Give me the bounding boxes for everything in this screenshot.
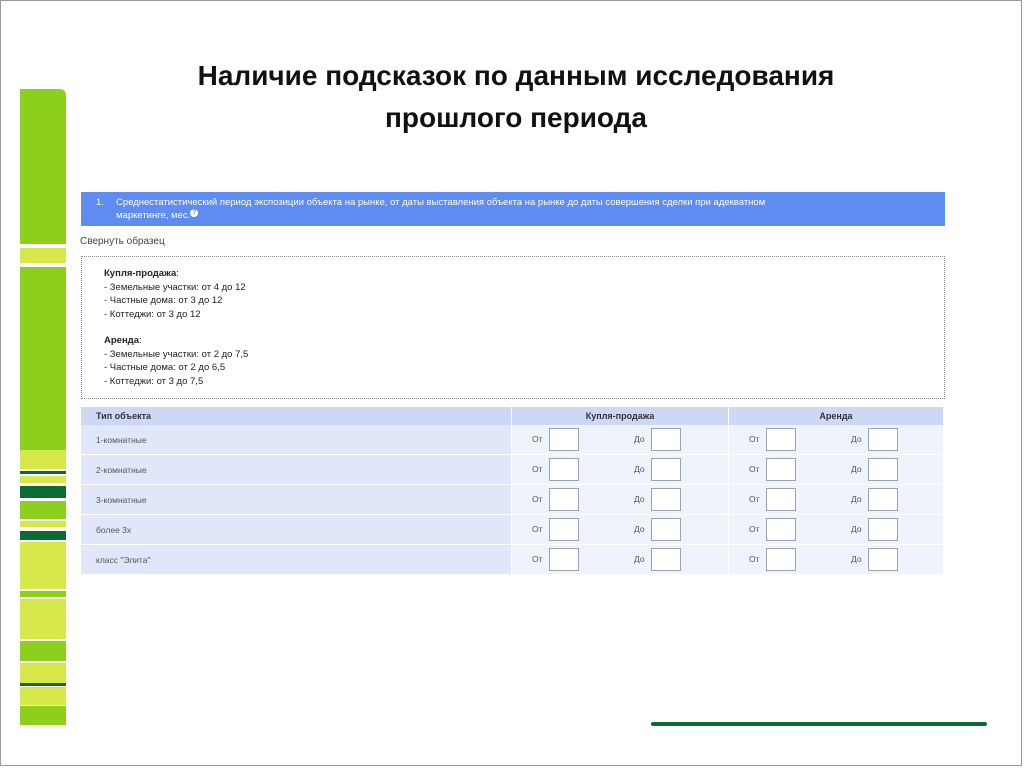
sale-to-input[interactable]: [651, 458, 681, 481]
sample-line: - Земельные участки: от 2 до 7,5: [104, 348, 249, 360]
sale-to-label: До: [634, 524, 645, 534]
sale-to-input[interactable]: [651, 488, 681, 511]
sample-line: - Коттеджи: от 3 до 12: [104, 308, 201, 320]
rent-to-input[interactable]: [868, 488, 898, 511]
help-icon[interactable]: ?: [192, 209, 197, 216]
sale-to-input[interactable]: [651, 518, 681, 541]
row-label: 1-комнатные: [81, 425, 512, 455]
rent-from-label: От: [749, 554, 760, 564]
column-header-rent: Аренда: [729, 407, 944, 425]
sale-to-label: До: [634, 494, 645, 504]
question-text-line1: Среднестатистический период экспозиции объекта на рынке, от даты выставления объекта на рынке до даты совершения сделки при адекватном: [116, 197, 766, 208]
decorative-stripe: [20, 501, 66, 519]
sale-from-label: От: [532, 494, 543, 504]
table-row: [81, 545, 944, 575]
rent-cell: [729, 515, 944, 545]
rent-cell: [729, 545, 944, 575]
slide-title: [101, 55, 931, 139]
row-label: более 3х: [81, 515, 512, 545]
sale-from-input[interactable]: [549, 488, 579, 511]
decorative-stripe: [20, 599, 66, 639]
decorative-stripe: [20, 687, 66, 705]
decorative-stripe: [20, 521, 66, 527]
decorative-stripe: [20, 683, 66, 686]
rent-to-input[interactable]: [868, 518, 898, 541]
decorative-stripe: [20, 450, 66, 469]
rent-from-input[interactable]: [766, 458, 796, 481]
decorative-stripe: [20, 89, 66, 244]
sample-line: - Коттеджи: от 3 до 7,5: [104, 375, 204, 387]
sale-from-label: От: [532, 434, 543, 444]
sale-to-label: До: [634, 434, 645, 444]
sale-cell: [512, 545, 729, 575]
sale-from-label: От: [532, 464, 543, 474]
table-row: [81, 485, 944, 515]
decorative-stripe: [20, 591, 66, 597]
rent-to-label: До: [851, 464, 862, 474]
rent-to-label: До: [851, 554, 862, 564]
rent-from-input[interactable]: [766, 428, 796, 451]
decorative-stripe: [20, 471, 66, 474]
rent-from-input[interactable]: [766, 548, 796, 571]
decorative-stripe: [20, 248, 66, 263]
slide-title-line2: прошлого периода: [384, 102, 648, 133]
rent-cell: [729, 485, 944, 515]
sale-cell: [512, 455, 729, 485]
sale-to-input[interactable]: [651, 548, 681, 571]
rent-cell: [729, 425, 944, 455]
rent-to-label: До: [851, 524, 862, 534]
rent-from-label: От: [749, 494, 760, 504]
table-row: [81, 425, 944, 455]
row-label: 3-комнатные: [81, 485, 512, 515]
sample-line: - Частные дома: от 3 до 12: [104, 295, 223, 306]
column-header-sale: Купля-продажа: [512, 407, 729, 425]
sale-to-input[interactable]: [651, 428, 681, 451]
decorative-stripe: [20, 531, 66, 540]
decorative-stripe: [20, 486, 66, 498]
rent-from-label: От: [749, 434, 760, 444]
sale-from-input[interactable]: [549, 458, 579, 481]
sale-to-label: До: [634, 554, 645, 564]
sale-from-label: От: [532, 554, 543, 564]
decorative-stripe: [20, 706, 66, 725]
rent-cell: [729, 455, 944, 485]
table-row: [81, 515, 944, 545]
question-header: [81, 192, 945, 226]
rent-from-label: От: [749, 464, 760, 474]
collapse-sample-link[interactable]: Свернуть образец: [80, 236, 165, 247]
sample-box: Купля-продажа: - Земельные участки: от 4 до 12 - Частные дома: от 3 до 12 - Коттеджи: от 3 до 12 Аренда: - Земельные участки: от 2 до 7,5 - Частные дома: от 2 до 6,5 - Коттеджи: от 3 до 7,5: [81, 256, 945, 399]
rent-to-input[interactable]: [868, 548, 898, 571]
sale-to-label: До: [634, 464, 645, 474]
rent-from-label: От: [749, 524, 760, 534]
sale-from-label: От: [532, 524, 543, 534]
decorative-stripe: [20, 476, 66, 483]
decorative-stripe: [20, 663, 66, 683]
rent-to-input[interactable]: [868, 428, 898, 451]
row-label: класс "Элита": [81, 545, 512, 575]
column-header-type: Тип объекта: [81, 407, 512, 425]
question-text-line2: маркетинге, мес.: [116, 210, 191, 222]
decorative-line: [651, 722, 987, 726]
rent-from-input[interactable]: [766, 518, 796, 541]
rent-to-input[interactable]: [868, 458, 898, 481]
question-number: 1.: [96, 197, 104, 208]
sale-cell: [512, 515, 729, 545]
row-label: 2-комнатные: [81, 455, 512, 485]
sample-line: - Земельные участки: от 4 до 12: [104, 281, 246, 293]
rent-from-input[interactable]: [766, 488, 796, 511]
decorative-stripe: [20, 542, 66, 589]
sample-line: - Частные дома: от 2 до 6,5: [104, 362, 226, 373]
table-row: [81, 455, 944, 485]
rent-to-label: До: [851, 434, 862, 444]
input-table: [81, 407, 944, 575]
rent-to-label: До: [851, 494, 862, 504]
decorative-stripe: [20, 267, 66, 450]
sample-sale-header: Купля-продажа: [104, 268, 177, 279]
sale-from-input[interactable]: [549, 548, 579, 571]
decorative-stripe: [20, 641, 66, 661]
sample-rent-header: Аренда: [104, 335, 139, 346]
sale-cell: [512, 425, 729, 455]
sale-from-input[interactable]: [549, 428, 579, 451]
slide-title-line1: Наличие подсказок по данным исследования: [197, 60, 835, 91]
sale-from-input[interactable]: [549, 518, 579, 541]
sale-cell: [512, 485, 729, 515]
